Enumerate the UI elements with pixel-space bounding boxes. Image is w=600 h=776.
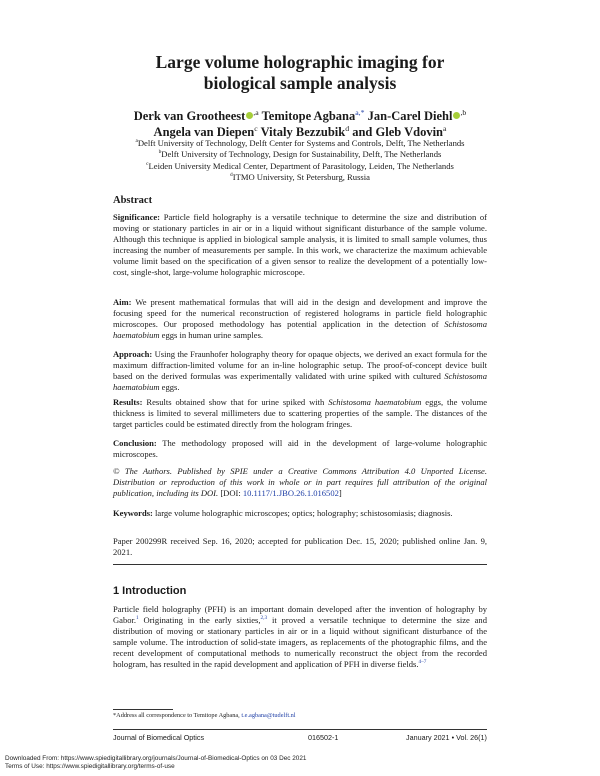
- abstract-approach: Approach: Using the Fraunhofer holography theory for opaque objects, we derived an exact formula for the maximum diffraction-limited volume for an in-line holographic setup. The proof-of-concept device built based on the derived formulas was experimentally validated with urine spiked with cultured Schistosoma haematobium eggs.: [113, 349, 488, 392]
- issue-date: January 2021 • Vol. 26(1): [406, 733, 487, 742]
- author-name: Angela van Diepen: [153, 125, 255, 139]
- affiliation: $^c$Leiden University Medical Center, Department of Parasitology, Leiden, The Netherlands: [146, 160, 454, 171]
- affiliation: $^b$Delft University of Technology, Design for Sustainability, Delft, The Netherlands: [158, 149, 442, 160]
- author-affiliation: ,b: [460, 107, 467, 117]
- paper-history: Paper 200299R received Sep. 16, 2020; accepted for publication Dec. 15, 2020; published online Jan. 9, 2021.: [113, 536, 487, 557]
- author-affiliation: ,a: [253, 107, 259, 117]
- author-line-1: [0, 108, 600, 124]
- abstract-conclusion: Conclusion: The methodology proposed will aid in the development of large-volume holographic microscopes.: [113, 438, 488, 459]
- footnote-divider: [113, 709, 173, 710]
- affiliation: $^a$Delft University of Technology, Delft Center for Systems and Controls, Delft, The Netherlands: [135, 138, 465, 148]
- abstract-aim: Aim: We present mathematical formulas that will aid in the design and development and improve the focusing speed for the numerical reconstruction of registered holograms in particle field holographic microscopes. Our proposed methodology has potential application in the detection of Schistosoma haematobium eggs in human urine samples.: [113, 297, 487, 340]
- title-line-1: Large volume holographic imaging for: [155, 52, 445, 72]
- abstract-divider: [113, 564, 487, 565]
- section-heading: 1 Introduction: [113, 585, 187, 597]
- author-affiliation: a: [443, 123, 447, 133]
- bullet-separator: •: [451, 733, 455, 742]
- affiliation-list: [0, 138, 600, 183]
- author-conjunction: and: [352, 125, 373, 139]
- footer-divider: [113, 729, 487, 730]
- download-notice: Downloaded From: https://www.spiedigitallibrary.org/journals/Journal-of-Biomedical-Optics on 03 Dec 2021 Terms of Use: https://www.spiedigitallibrary.org/terms-of-use: [5, 755, 307, 771]
- citation-link[interactable]: 2,3: [260, 615, 268, 622]
- abstract-significance: Significance: Particle field holography is a versatile technique to determine the size and distribution of moving or stationary particles in air or in a liquid without significant disturbance of the sample volume. Although this technique is applied in biological sample analysis, it is limited to small sample volumes, thus increasing the number of measurements per sample. In this work, we characterize the maximum achievable volume limit based on the specification of a given sensor to realize the development of a potentially low-cost, single-shot, large-volume holographic microscope.: [113, 212, 488, 277]
- email-link[interactable]: t.e.agbana@tudelft.nl: [241, 712, 296, 719]
- author-name: Gleb Vdovin: [375, 125, 443, 139]
- author-name: Temitope Agbana: [261, 109, 356, 123]
- author-affiliation: c: [254, 123, 258, 133]
- introduction-paragraph: Particle field holography (PFH) is an important domain developed after the invention of holography by Gabor.$^1$ Originating in the early sixties,$^{2,3}$ it proved a versatile technique to determine the size and distribution of moving or stationary particles in air or in a liquid without significant disturbance of the sample volume. The introduction of solid-state imagers, as replacements of the photographic films, and the recent development of computational methods to numerically reconstruct the object from the recorded hologram, has resulted in the rapid development and application of PFH in diverse fields.$^{4-7}$: [113, 604, 487, 669]
- author-name: Jan-Carel Diehl: [367, 109, 453, 123]
- article-number: 016502-1: [308, 733, 339, 742]
- author-affiliation: d: [345, 123, 350, 133]
- paper-title: [0, 52, 600, 94]
- keywords: Keywords: large volume holographic microscopes; optics; holography; schistosomiasis; diagnosis.: [113, 508, 453, 518]
- citation-link[interactable]: 4–7: [418, 658, 427, 665]
- author-name: Derk van Grootheest: [133, 109, 246, 123]
- author-name: Vitaly Bezzubik: [260, 125, 346, 139]
- doi-link[interactable]: 10.1117/1.JBO.26.1.016502: [242, 487, 339, 498]
- author-affiliation[interactable]: a,*: [355, 107, 365, 117]
- license-notice: © The Authors. Published by SPIE under a Creative Commons Attribution 4.0 Unported License. Distribution or reproduction of this work in whole or in part requires full attribution of the original publication, including its DOI. [DOI: 10.1117/1.JBO.26.1.016502]: [113, 466, 487, 498]
- journal-name: Journal of Biomedical Optics: [113, 733, 205, 742]
- abstract-heading: Abstract: [113, 195, 153, 206]
- correspondence-footnote: *Address all correspondence to Temitope Agbana, t.e.agbana@tudelft.nl: [113, 712, 296, 719]
- title-line-2: biological sample analysis: [203, 73, 397, 93]
- citation-link[interactable]: 1: [136, 615, 139, 622]
- author-list: [0, 108, 600, 140]
- affiliation: $^d$ITMO University, St Petersburg, Russia: [230, 171, 370, 182]
- abstract-results: Results: Results obtained show that for urine spiked with Schistosoma haematobium eggs, the volume thickness is limited to several millimeters due to scattering properties of the sample. The distances of the target particles could be estimated directly from the hologram fringes.: [113, 397, 488, 429]
